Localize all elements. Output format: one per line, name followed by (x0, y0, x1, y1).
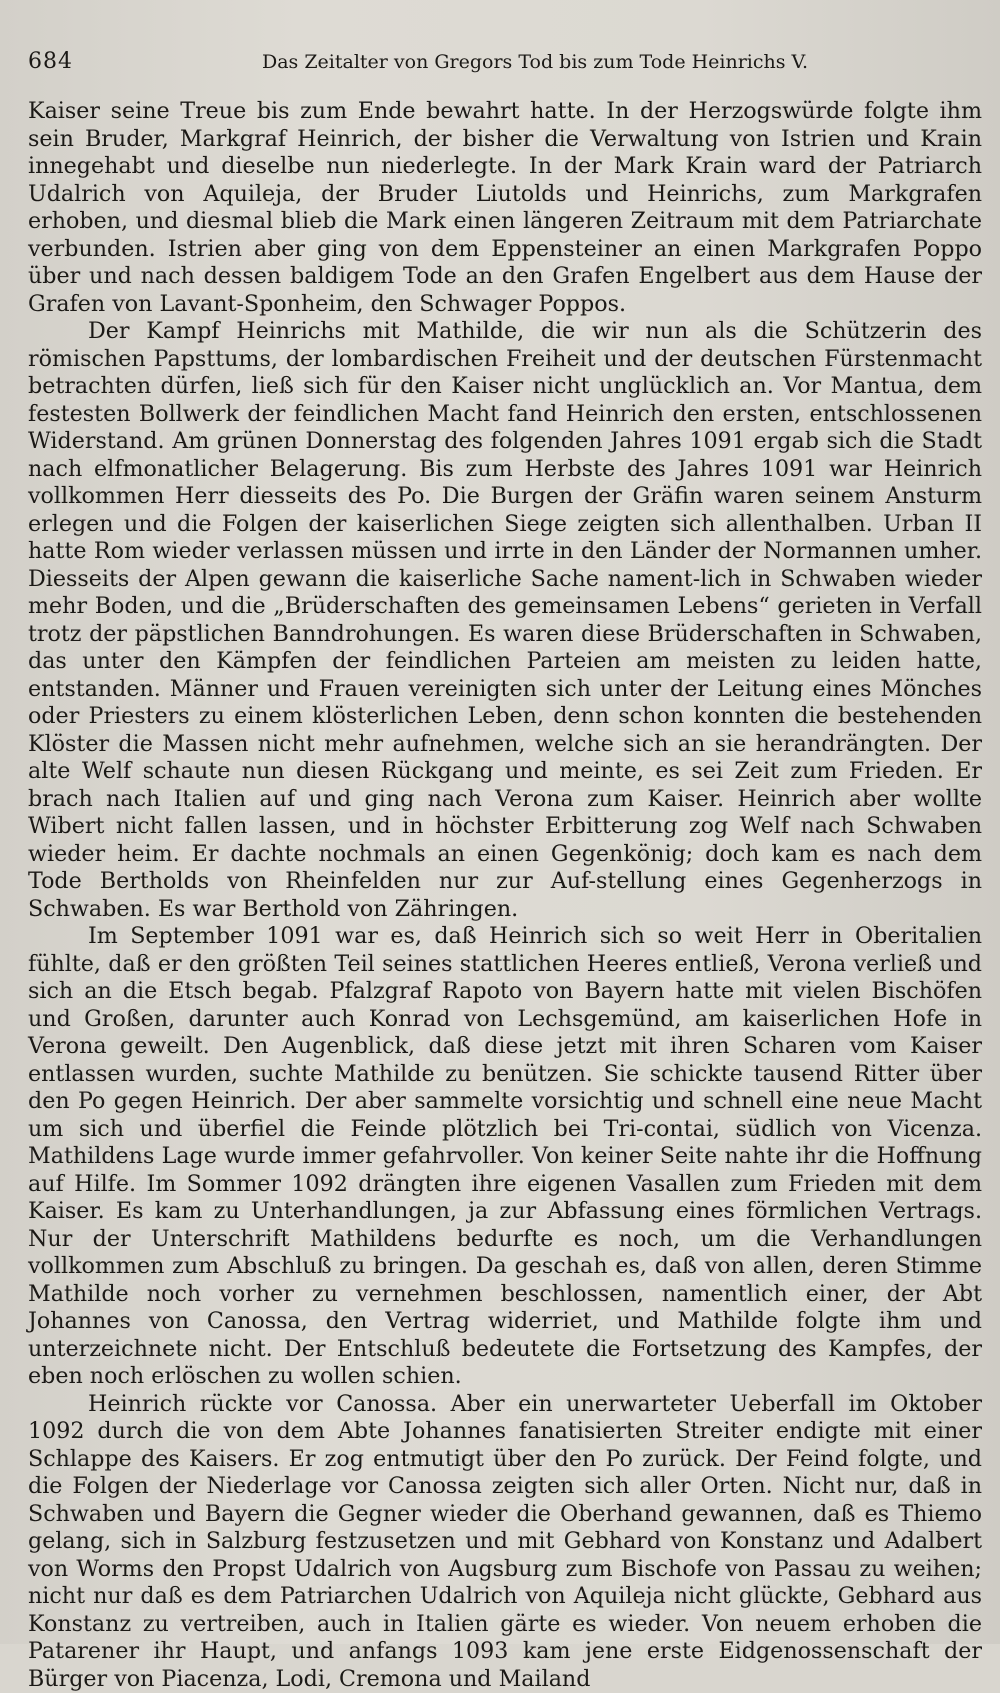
running-head (28, 42, 982, 82)
paragraph: Heinrich rückte vor Canossa. Aber ein unerwarteter Ueberfall im Oktober 1092 durch die von dem Abte Johannes fanatisierten Streiter endigte mit einer Schlappe des Kaisers. Er zog entmutigt über den Po zurück. Der Feind folgte, und die Folgen der Niederlage vor Canossa zeigten sich aller Orten. Nicht nur, daß in Schwaben und Bayern die Gegner wieder die Oberhand gewannen, daß es Thiemo gelang, sich in Salzburg festzusetzen und mit Gebhard von Konstanz und Adalbert von Worms den Propst Udalrich von Augsburg zum Bischofe von Passau zu weihen; nicht nur daß es dem Patriarchen Udalrich von Aquileja nicht glückte, Gebhard aus Konstanz zu vertreiben, auch in Italien gärte es wieder. Von neuem erhoben die Patarener ihr Haupt, und anfangs 1093 kam jene erste Eidgenossenschaft der Bürger von Piacenza, Lodi, Cremona und Mailand (28, 1391, 982, 1693)
page-number: 684 (28, 42, 73, 82)
paragraph: Im September 1091 war es, daß Heinrich sich so weit Herr in Oberitalien fühlte, daß er den größten Teil seines stattlichen Heeres entließ, Verona verließ und sich an die Etsch begab. Pfalzgraf Rapoto von Bayern hatte mit vielen Bischöfen und Großen, darunter auch Konrad von Lechsgemünd, am kaiserlichen Hofe in Verona geweilt. Den Augenblick, daß diese jetzt mit ihren Scharen vom Kaiser entlassen wurden, suchte Mathilde zu benützen. Sie schickte tausend Ritter über den Po gegen Heinrich. Der aber sammelte vorsichtig und schnell eine neue Macht um sich und überfiel die Feinde plötzlich bei Tri-contai, südlich von Vicenza. Mathildens Lage wurde immer gefahrvoller. Von keiner Seite nahte ihr die Hoffnung auf Hilfe. Im Sommer 1092 drängten ihre eigenen Vasallen zum Frieden mit dem Kaiser. Es kam zu Unterhandlungen, ja zur Abfassung eines förmlichen Vertrags. Nur der Unterschrift Mathildens bedurfte es noch, um die Verhandlungen vollkommen zum Abschluß zu bringen. Da geschah es, daß von allen, deren Stimme Mathilde noch vorher zu vernehmen beschlossen, namentlich einer, der Abt Johannes von Canossa, den Vertrag widerriet, und Mathilde folgte ihm und unterzeichnete nicht. Der Entschluß bedeutete die Fortsetzung des Kampfes, der eben noch erlöschen zu wollen schien. (28, 923, 982, 1391)
paragraph: Der Kampf Heinrichs mit Mathilde, die wir nun als die Schützerin des römischen Papsttums, der lombardischen Freiheit und der deutschen Fürstenmacht betrachten dürfen, ließ sich für den Kaiser nicht unglücklich an. Vor Mantua, dem festesten Bollwerk der feindlichen Macht fand Heinrich den ersten, entschlossenen Widerstand. Am grünen Donnerstag des folgenden Jahres 1091 ergab sich die Stadt nach elfmonatlicher Belagerung. Bis zum Herbste des Jahres 1091 war Heinrich vollkommen Herr diesseits des Po. Die Burgen der Gräfin waren seinem Ansturm erlegen und die Folgen der kaiserlichen Siege zeigten sich allenthalben. Urban II hatte Rom wieder verlassen müssen und irrte in den Länder der Normannen umher. Diesseits der Alpen gewann die kaiserliche Sache nament-lich in Schwaben wieder mehr Boden, und die „Brüderschaften des gemeinsamen Lebens“ gerieten in Verfall trotz der päpstlichen Banndrohungen. Es waren diese Brüderschaften in Schwaben, das unter den Kämpfen der feindlichen Parteien am meisten zu leiden hatte, entstanden. Männer und Frauen vereinigten sich unter der Leitung eines Mönches oder Priesters zu einem klösterlichen Leben, denn schon konnten die bestehenden Klöster die Massen nicht mehr aufnehmen, welche sich an sie herandrängten. Der alte Welf schaute nun diesen Rückgang und meinte, es sei Zeit zum Frieden. Er brach nach Italien auf und ging nach Verona zum Kaiser. Heinrich aber wollte Wibert nicht fallen lassen, und in höchster Erbitterung zog Welf nach Schwaben wieder heim. Er dachte nochmals an einen Gegenkönig; doch kam es nach dem Tode Bertholds von Rheinfelden nur zur Auf-stellung eines Gegenherzogs in Schwaben. Es war Berthold von Zähringen. (28, 318, 982, 923)
paragraph-continuation: Kaiser seine Treue bis zum Ende bewahrt hatte. In der Herzogswürde folgte ihm sein Bruder, Markgraf Heinrich, der bisher die Verwaltung von Istrien und Krain innegehabt und dieselbe nun niederlegte. In der Mark Krain ward der Patriarch Udalrich von Aquileja, der Bruder Liutolds und Heinrichs, zum Markgrafen erhoben, und diesmal blieb die Mark einen längeren Zeitraum mit dem Patriarchate verbunden. Istrien aber ging von dem Eppensteiner an einen Markgrafen Poppo über und nach dessen baldigem Tode an den Grafen Engelbert aus dem Hause der Grafen von Lavant-Sponheim, den Schwager Poppos. (28, 98, 982, 318)
running-title: Das Zeitalter von Gregors Tod bis zum Tode Heinrichs V. (28, 42, 982, 82)
body-text (28, 98, 982, 1693)
